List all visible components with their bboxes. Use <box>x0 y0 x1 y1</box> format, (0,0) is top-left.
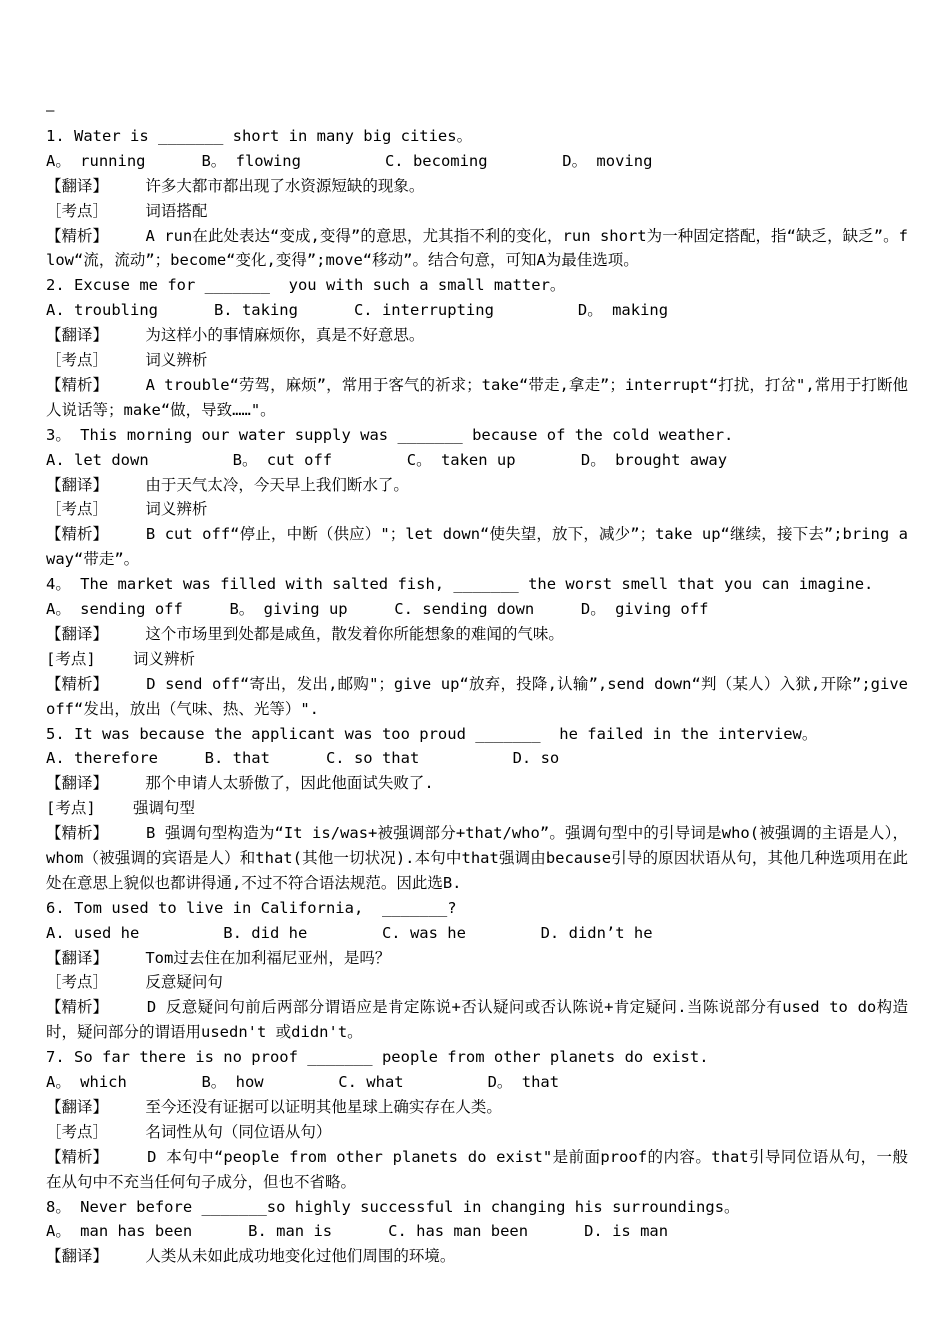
analysis-paragraph <box>46 1145 908 1195</box>
key-point-text: 词义辨析 <box>133 649 196 668</box>
question-list <box>46 124 908 1269</box>
key-point-line <box>46 647 908 672</box>
analysis-text: D 本句中“people from other planets do exist"是前面proof的内容。that引导同位语从句，一般在从句中不充当任何句子成分，但也不省略。 <box>46 1147 908 1191</box>
analysis-tag: 【精析】 <box>46 375 109 394</box>
spacer <box>108 949 145 967</box>
analysis-text: B 强调句型构造为“It is/was+被强调部分+that/who”。强调句型中的引导词是who(被强调的主语是人），whom（被强调的宾语是人）和that(其他一切状况).本句中that强调由because引导的原因状语从句，其他几种选项用在此处在意思上貌似也都讲得通,不过不符合语法规范。因此选B. <box>46 824 909 892</box>
key-point-text: 强调句型 <box>133 799 196 818</box>
spacer <box>108 675 146 693</box>
spacer <box>108 500 145 518</box>
spacer <box>108 774 145 792</box>
translation-text: 许多大都市都出现了水资源短缺的现象。 <box>145 176 425 195</box>
analysis-tag: 【精析】 <box>46 226 109 245</box>
analysis-text: D 反意疑问句前后两部分谓语应是肯定陈说+否认疑问或否认陈说+肯定疑问.当陈说部分有used to do构造时，疑问部分的谓语用usedn't 或didn't。 <box>46 998 908 1042</box>
translation-line <box>46 622 908 647</box>
translation-tag: 【翻译】 <box>46 624 109 643</box>
key-point-text: 词义辨析 <box>145 500 208 519</box>
spacer <box>108 998 147 1016</box>
answer-options: A. let down B。 cut off C。 taken up D。 brought away <box>46 450 728 469</box>
key-point-tag: ［考点］ <box>46 351 109 370</box>
translation-tag: 【翻译】 <box>46 1247 109 1266</box>
key-point-tag: [考点] <box>46 799 96 818</box>
spacer <box>96 799 133 817</box>
analysis-tag: 【精析】 <box>46 824 109 843</box>
key-point-tag: [考点] <box>46 649 96 668</box>
spacer <box>108 973 145 991</box>
analysis-text: A run在此处表达“变成,变得”的意思，尤其指不利的变化，run short为一种固定搭配，指“缺乏，缺乏”。flow“流，流动”；become“变化,变得”;move“移动”。结合句意，可知A为最佳选项。 <box>46 226 908 270</box>
analysis-tag: 【精析】 <box>46 674 109 693</box>
answer-options: A。 man has been B. man is C. has man been D. is man <box>46 1222 669 1241</box>
translation-tag: 【翻译】 <box>46 948 109 967</box>
translation-line <box>46 473 908 498</box>
key-point-line <box>46 199 908 224</box>
translation-tag: 【翻译】 <box>46 326 109 345</box>
spacer <box>108 326 145 344</box>
key-point-tag: ［考点］ <box>46 1122 109 1141</box>
spacer <box>108 525 146 543</box>
spacer <box>108 227 146 245</box>
analysis-paragraph <box>46 672 908 722</box>
question-block <box>46 572 908 721</box>
key-point-text: 词义辨析 <box>145 351 208 370</box>
key-point-tag: ［考点］ <box>46 500 109 519</box>
translation-line <box>46 1095 908 1120</box>
answer-options: A. troubling B. taking C. interrupting D。 making <box>46 301 669 320</box>
key-point-text: 反意疑问句 <box>145 973 223 992</box>
translation-tag: 【翻译】 <box>46 774 109 793</box>
key-point-text: 词语搭配 <box>145 201 208 220</box>
analysis-paragraph <box>46 995 908 1045</box>
question-text: 5. It was because the applicant was too proud _______ he failed in the interview。 <box>46 724 818 743</box>
spacer <box>108 476 145 494</box>
question-block <box>46 423 908 572</box>
question-text: 4。 The market was filled with salted fish, _______ the worst smell that you can imagine. <box>46 575 874 594</box>
spacer <box>108 376 146 394</box>
key-point-line <box>46 970 908 995</box>
translation-line <box>46 174 908 199</box>
analysis-paragraph <box>46 821 908 896</box>
translation-tag: 【翻译】 <box>46 475 109 494</box>
question-text: 8。 Never before _______so highly successful in changing his surroundings。 <box>46 1197 740 1216</box>
analysis-text: A trouble“劳驾，麻烦”，常用于客气的祈求；take“带走,拿走”；interrupt“打扰，打岔",常用于打断他人说话等；make“做，导致……"。 <box>46 375 908 419</box>
question-text: 2. Excuse me for _______ you with such a small matter。 <box>46 276 566 295</box>
translation-text: 由于天气太冷，今天早上我们断水了。 <box>145 475 409 494</box>
analysis-paragraph <box>46 522 908 572</box>
key-point-line <box>46 796 908 821</box>
question-block <box>46 1195 908 1270</box>
spacer <box>108 351 145 369</box>
key-point-line <box>46 497 908 522</box>
key-point-line <box>46 348 908 373</box>
spacer <box>96 650 133 668</box>
analysis-text: B cut off“停止，中断（供应）"；let down“使失望，放下，减少”；take up“继续，接下去”;bring away“带走”。 <box>46 525 908 569</box>
analysis-tag: 【精析】 <box>46 525 109 544</box>
question-text: 3。 This morning our water supply was _______ because of the cold weather. <box>46 425 734 444</box>
answer-options: A. used he B. did he C. was he D. didn’t he <box>46 923 653 942</box>
spacer <box>108 177 145 195</box>
question-block <box>46 273 908 422</box>
translation-line <box>46 323 908 348</box>
key-point-tag: ［考点］ <box>46 201 109 220</box>
translation-text: 为这样小的事情麻烦你，真是不好意思。 <box>145 326 425 345</box>
spacer <box>108 1148 147 1166</box>
answer-options: A。 sending off B。 giving up C. sending down D。 giving off <box>46 600 709 619</box>
answer-options: A. therefore B. that C. so that D. so <box>46 749 560 768</box>
question-block <box>46 896 908 1045</box>
analysis-tag: 【精析】 <box>46 1147 109 1166</box>
translation-line <box>46 1244 908 1269</box>
translation-tag: 【翻译】 <box>46 176 109 195</box>
question-text: 6. Tom used to live in California, _______? <box>46 898 457 917</box>
analysis-paragraph <box>46 373 908 423</box>
translation-text: 人类从未如此成功地变化过他们周围的环境。 <box>145 1247 456 1266</box>
translation-text: 那个申请人太骄傲了，因此他面试失败了. <box>145 774 434 793</box>
translation-tag: 【翻译】 <box>46 1097 109 1116</box>
key-point-line <box>46 1120 908 1145</box>
analysis-text: D send off“寄出，发出,邮购"；give up“放弃，投降,认输”,send down“判（某人）入狱,开除”;give off“发出，放出（气味、热、光等）". <box>46 674 909 718</box>
question-text: 7. So far there is no proof _______ people from other planets do exist. <box>46 1048 709 1067</box>
translation-text: 这个市场里到处都是咸鱼，散发着你所能想象的难闻的气味。 <box>145 624 564 643</box>
answer-options: A。 which B。 how C. what D。 that <box>46 1073 560 1092</box>
question-text: 1. Water is _______ short in many big cities。 <box>46 127 473 145</box>
key-point-text: 名词性从句（同位语从句） <box>145 1122 332 1141</box>
key-point-tag: ［考点］ <box>46 973 109 992</box>
spacer <box>108 202 145 220</box>
question-block <box>46 124 908 273</box>
translation-text: Tom过去住在加利福尼亚州，是吗？ <box>145 948 391 967</box>
question-block <box>46 1045 908 1194</box>
spacer <box>108 625 145 643</box>
spacer <box>108 1247 145 1265</box>
spacer <box>108 1123 145 1141</box>
translation-line <box>46 771 908 796</box>
translation-line <box>46 946 908 971</box>
analysis-paragraph <box>46 224 908 274</box>
answer-options: A。 running B。 flowing C. becoming D。 moving <box>46 151 653 170</box>
spacer <box>108 1098 145 1116</box>
question-block <box>46 722 908 896</box>
spacer <box>108 824 146 842</box>
top-dash: — <box>46 103 55 119</box>
translation-text: 至今还没有证据可以证明其他星球上确实存在人类。 <box>145 1097 502 1116</box>
analysis-tag: 【精析】 <box>46 998 109 1017</box>
